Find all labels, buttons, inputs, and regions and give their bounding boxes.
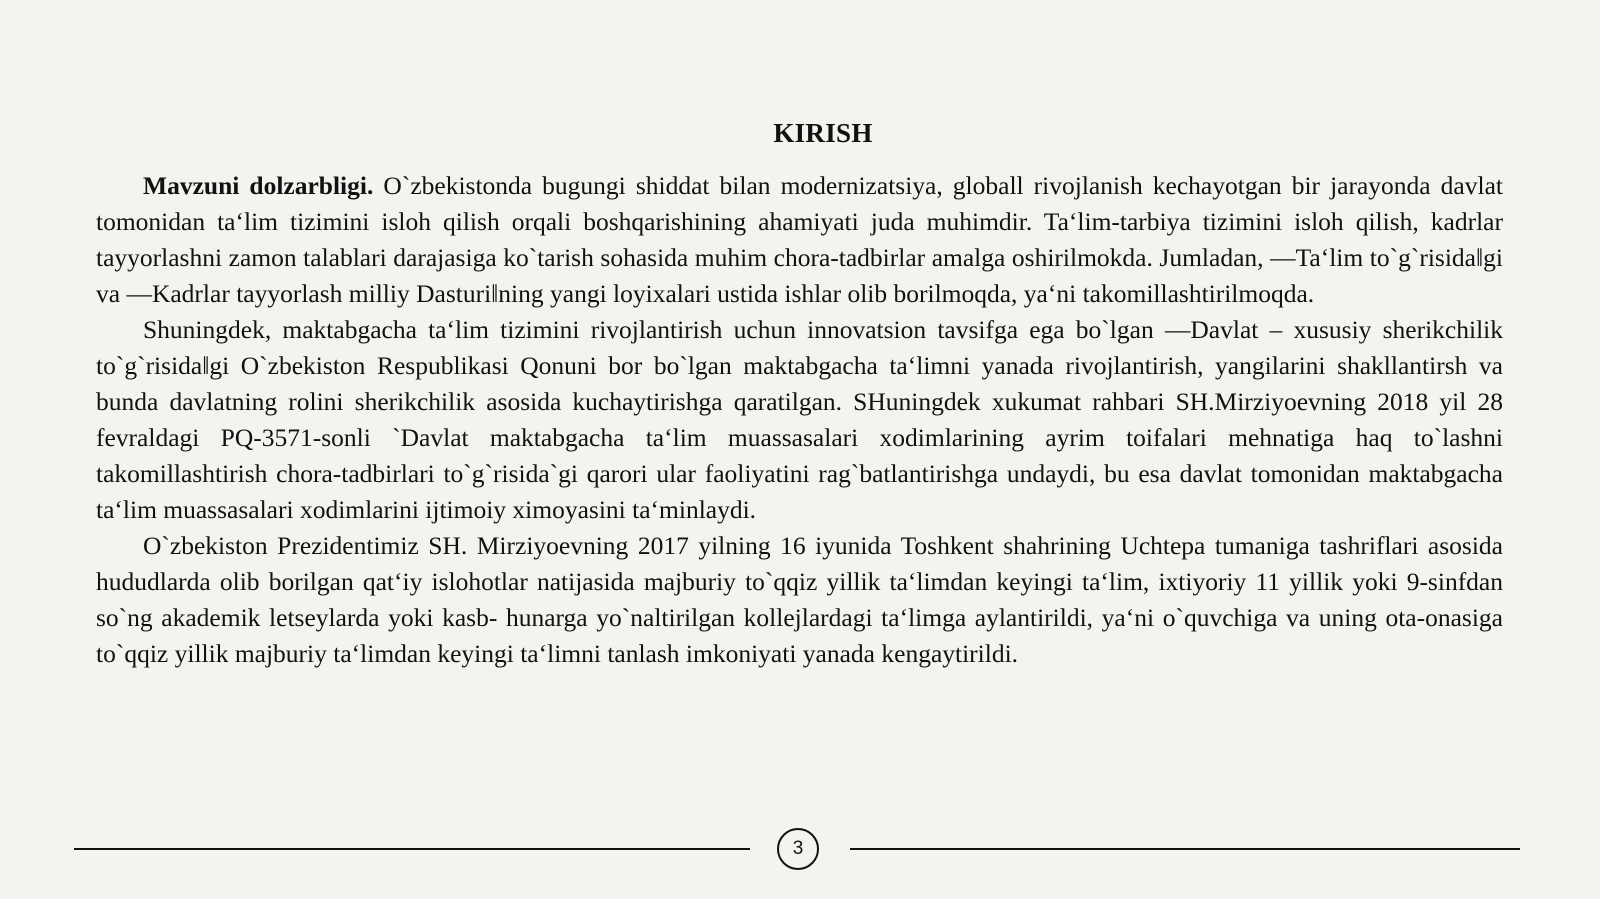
page-title: KIRISH bbox=[773, 118, 873, 148]
page-number-badge: 3 bbox=[777, 828, 819, 870]
paragraph-preschool bbox=[96, 312, 1503, 528]
paragraph-text: Shuningdek, maktabgacha ta‘lim tizimini rivojlantirish uchun innovatsion tavsifga ega bo`lgan ―Davlat – xususiy sherikchilik to`g`risida‖gi O`zbekiston Respublikasi Qonuni bor bo`lgan maktabgacha ta‘limni yanada rivojlantirish, yangilarini shakllantirsh va bunda davlatning rolini sherikchilik asosida kuchaytirishga qaratilgan. SHuningdek xukumat rahbari SH.Mirziyoevning 2018 yil 28 fevraldagi PQ-3571-sonli `Davlat maktabgacha ta‘lim muassasalari xodimlarining ayrim toifalari mehnatiga haq to`lashni takomillashtirish chora-tadbirlari to`g`risida`gi qarori ular faoliyatini rag`batlantirishga undaydi, bu esa davlat tomonidan maktabgacha ta‘lim muassasalari xodimlarini ijtimoiy ximoyasini ta‘minlaydi. bbox=[96, 315, 1503, 524]
paragraph-relevance bbox=[96, 168, 1503, 312]
footer-divider-left bbox=[74, 848, 750, 850]
footer-divider-right bbox=[850, 848, 1520, 850]
paragraph-president bbox=[96, 528, 1503, 672]
paragraph-text: O`zbekiston Prezidentimiz SH. Mirziyoevning 2017 yilning 16 iyunida Toshkent shahrining Uchtepa tumaniga tashriflari asosida hududlarda olib borilgan qat‘iy islohotlar natijasida majburiy to`qqiz yillik ta‘limdan keyingi ta‘lim, ixtiyoriy 11 yillik yoki 9-sinfdan so`ng akademik letseylarda yoki kasb- hunarga yo`naltirilgan kollejlardagi ta‘limga aylantirildi, ya‘ni o`quvchiga va uning ota-onasiga to`qqiz yillik majburiy ta‘limdan keyingi ta‘limni tanlash imkoniyati yanada kengaytirildi. bbox=[96, 531, 1503, 668]
paragraph-text: O`zbekistonda bugungi shiddat bilan modernizatsiya, globall rivojlanish kechayotgan bir jarayonda davlat tomonidan ta‘lim tizimini isloh qilish orqali boshqarishining ahamiyati juda muhimdir. Ta‘lim-tarbiya tizimini isloh qilish, kadrlar tayyorlashni zamon talablari darajasiga ko`tarish sohasida muhim chora-tadbirlar amalga oshirilmokda. Jumladan, ―Ta‘lim to`g`risida‖gi va ―Kadrlar tayyorlash milliy Dasturi‖ning yangi loyixalari ustida ishlar olib borilmoqda, ya‘ni takomillashtirilmoqda. bbox=[96, 171, 1503, 308]
body-text bbox=[96, 168, 1503, 672]
paragraph-lead: Mavzuni dolzarbligi. bbox=[143, 171, 374, 200]
